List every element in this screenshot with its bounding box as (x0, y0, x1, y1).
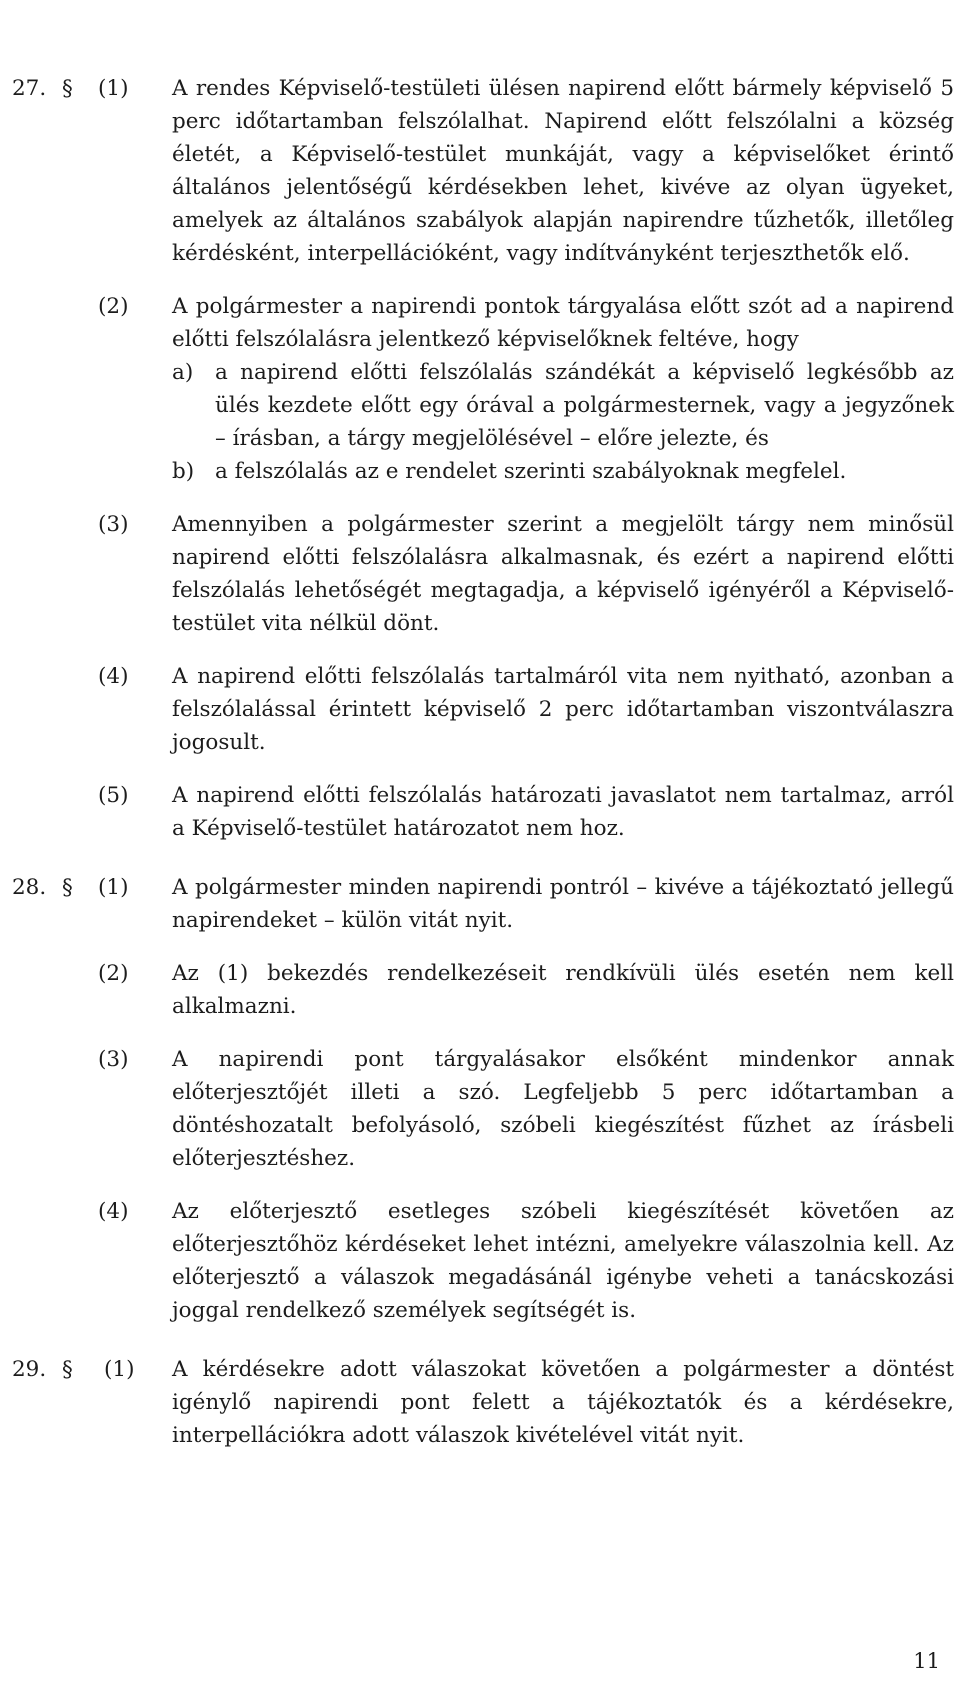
section-number: 28. (12, 875, 47, 900)
list-label: b) (172, 459, 195, 484)
paragraph (12, 72, 954, 270)
paragraph-number: (3) (98, 1047, 129, 1072)
list-item (172, 356, 954, 455)
paragraph-text: Az előterjesztő esetleges szóbeli kiegészítését követően az előterjesztőhöz kérdéseket lehet intézni, amelyekre válaszolnia kell. Az előterjesztő a válaszok megadásánál igénybe veheti a tanácskozási joggal rendelkező személyek segítségét is. (172, 1199, 954, 1323)
paragraph-number: (1) (98, 76, 129, 101)
list-label: a) (172, 360, 194, 385)
paragraph-text: A polgármester minden napirendi pontról – kivéve a tájékoztató jellegű napirendeket – külön vitát nyit. (172, 875, 954, 933)
paragraph (12, 1195, 954, 1327)
section-sign: § (62, 76, 73, 101)
list-text: a napirend előtti felszólalás szándékát a képviselő legkésőbb az ülés kezdete előtt egy órával a polgármesternek, vagy a jegyzőnek – írásban, a tárgy megjelölésével – előre jelezte, és (215, 360, 954, 451)
paragraph-text: A kérdésekre adott válaszokat követően a polgármester a döntést igénylő napirendi pont felett a tájékoztatók és a kérdésekre, interpellációkra adott válaszok kivételével vitát nyit. (172, 1357, 954, 1448)
section-sign: § (62, 875, 73, 900)
page-number: 11 (913, 1649, 940, 1673)
paragraph (12, 957, 954, 1023)
paragraph-number: (4) (98, 664, 129, 689)
paragraph-number: (5) (98, 783, 129, 808)
section-number: 29. (12, 1357, 47, 1382)
paragraph (12, 508, 954, 640)
paragraph-number: (1) (104, 1357, 135, 1382)
list-text: a felszólalás az e rendelet szerinti szabályoknak megfelel. (215, 459, 847, 484)
paragraph-number: (4) (98, 1199, 129, 1224)
paragraph (12, 779, 954, 845)
paragraph-number: (3) (98, 512, 129, 537)
section-28 (12, 871, 954, 1327)
section-29 (12, 1353, 954, 1452)
paragraph (12, 1353, 954, 1452)
paragraph-text: Amennyiben a polgármester szerint a megjelölt tárgy nem minősül napirend előtti felszólalásra alkalmasnak, és ezért a napirend előtti felszólalás lehetőségét megtagadja, a képviselő igényéről a Képviselő-testület vita nélkül dönt. (172, 512, 954, 636)
section-sign: § (62, 1357, 73, 1382)
paragraph-text: A rendes Képviselő-testületi ülésen napirend előtt bármely képviselő 5 perc időtartamban felszólalhat. Napirend előtt felszólalni a község életét, a Képviselő-testület munkáját, vagy a képviselőket érintő általános jelentőségű kérdésekben lehet, kivéve az olyan ügyeket, amelyek az általános szabályok alapján napirendre tűzhetők, illetőleg kérdésként, interpellációként, vagy indítványként terjeszthetők elő. (172, 76, 954, 266)
paragraph (12, 1043, 954, 1175)
paragraph-number: (1) (98, 875, 129, 900)
document-body (12, 72, 954, 1472)
paragraph-text: A napirendi pont tárgyalásakor elsőként mindenkor annak előterjesztőjét illeti a szó. Legfeljebb 5 perc időtartamban a döntéshozatalt befolyásoló, szóbeli kiegészítést fűzhet az írásbeli előterjesztéshez. (172, 1047, 954, 1171)
paragraph (12, 871, 954, 937)
section-number: 27. (12, 76, 47, 101)
list-item (172, 455, 954, 488)
paragraph (12, 660, 954, 759)
paragraph-text: A napirend előtti felszólalás tartalmáról vita nem nyitható, azonban a felszólalással érintett képviselő 2 perc időtartamban viszontválaszra jogosult. (172, 664, 954, 755)
paragraph-number: (2) (98, 294, 129, 319)
paragraph-text: Az (1) bekezdés rendelkezéseit rendkívüli ülés esetén nem kell alkalmazni. (172, 961, 954, 1019)
paragraph (12, 290, 954, 488)
paragraph-text: A polgármester a napirendi pontok tárgyalása előtt szót ad a napirend előtti felszólalásra jelentkező képviselőknek feltéve, hogy (172, 294, 954, 352)
condition-list (172, 356, 954, 488)
section-27 (12, 72, 954, 845)
paragraph-text: A napirend előtti felszólalás határozati javaslatot nem tartalmaz, arról a Képviselő-testület határozatot nem hoz. (172, 783, 954, 841)
paragraph-number: (2) (98, 961, 129, 986)
